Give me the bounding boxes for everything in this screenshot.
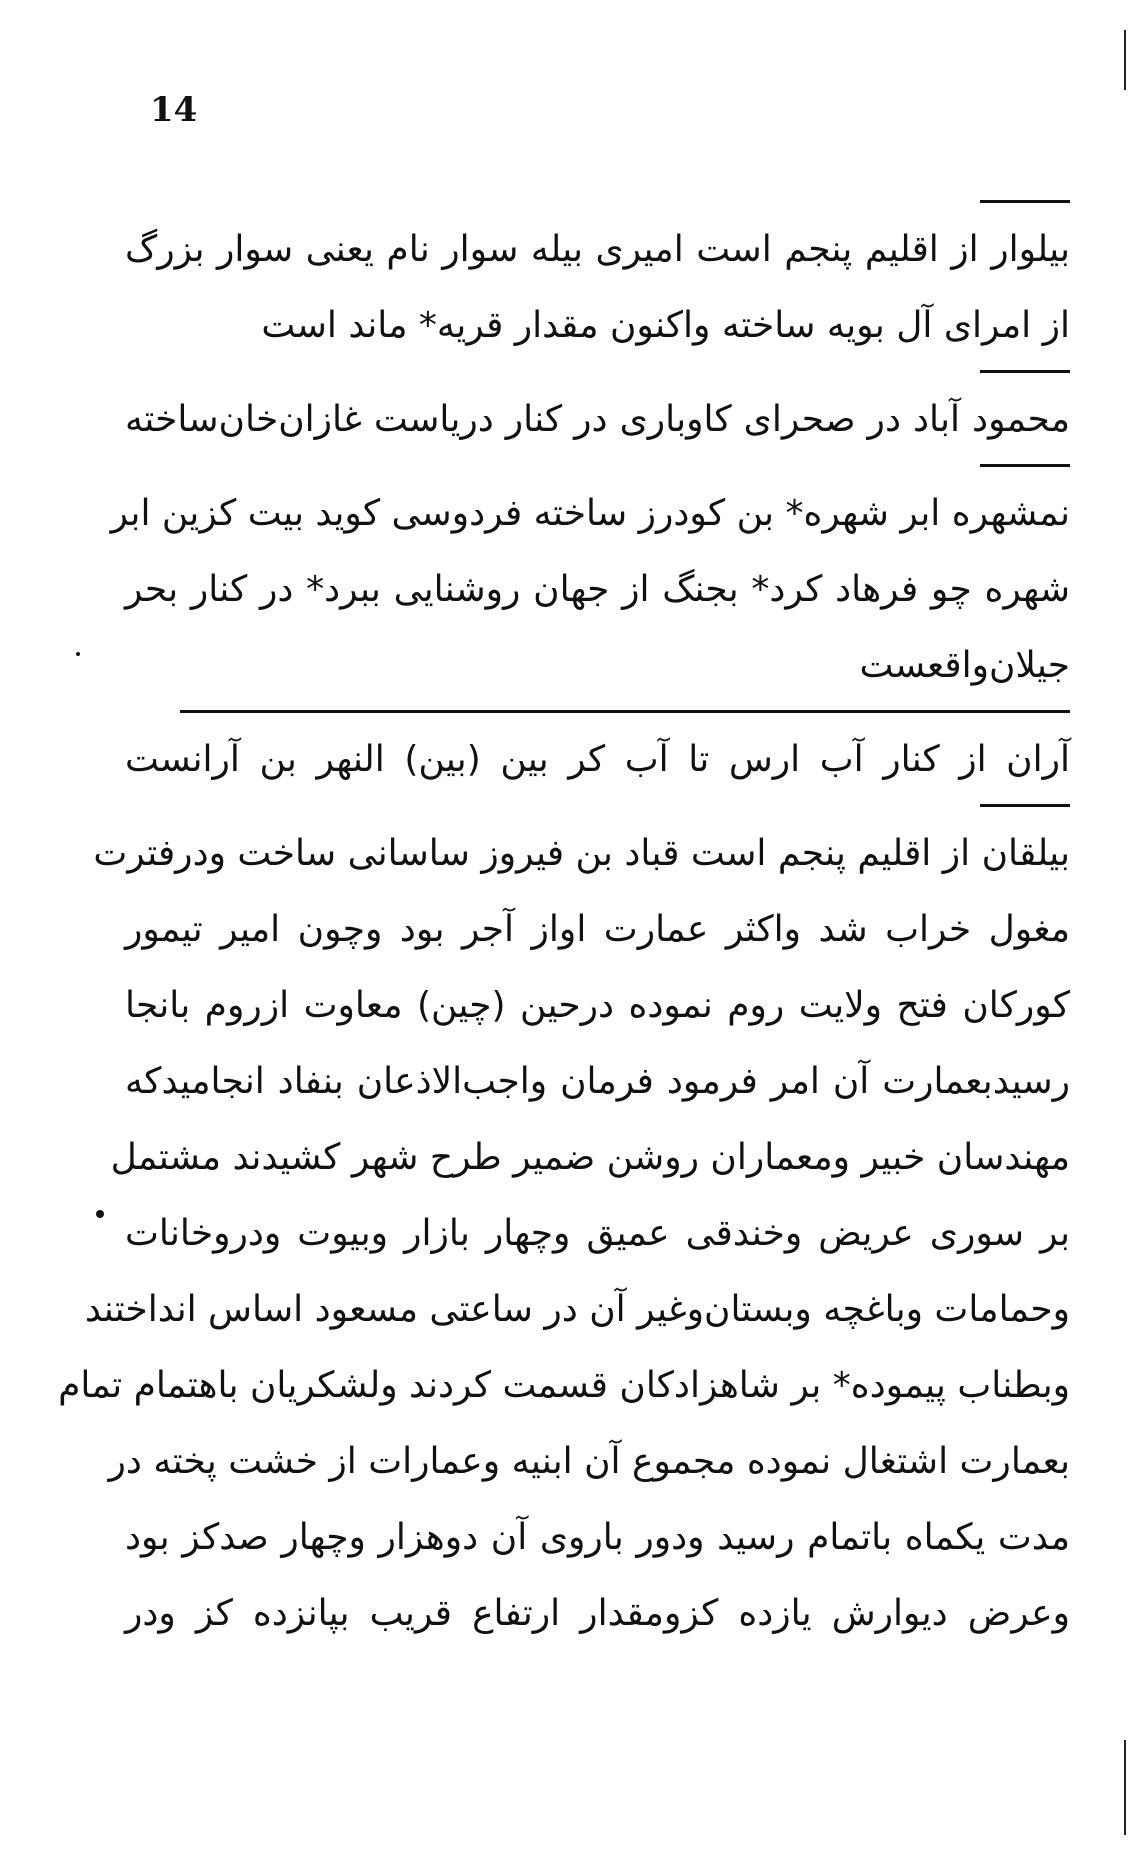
entry-rule [980, 804, 1070, 807]
entry-bilvar [125, 200, 1070, 364]
text-line: رسیدبعمارت آن امر فرمود فرمان واجب‌الاذعان بنفاد انجامیدکه [125, 1061, 1070, 1102]
entry-bilqan [58, 804, 1070, 1652]
text-line: مدت یکماه باتمام رسید ودور باروی آن دوهزار وچهار صدکز بود [125, 1517, 1070, 1558]
text-line: از امرای آل بویه ساخته واکنون مقدار قریه* ماند است [261, 305, 1070, 346]
text-body [58, 200, 1070, 1658]
text-line: وعرض دیوارش یازده کزومقدار ارتفاع قریب بپانزده کز ودر [125, 1593, 1070, 1634]
text-line: بیلقان از اقلیم پنجم است قباد بن فیروز ساسانی ساخت ودرفترت [93, 833, 1070, 874]
text-line: شهره چو فرهاد کرد* بجنگ از جهان روشنایی ببرد* در کنار بحر [125, 569, 1070, 610]
entry-aran [125, 710, 1070, 798]
ink-speck [96, 1210, 104, 1218]
text-line: آران از کنار آب ارس تا آب کر بین (بین) النهر بن آرانست [125, 739, 1070, 780]
text-line: بعمارت اشتغال نموده مجموع آن ابنیه وعمارات از خشت پخته در [108, 1441, 1070, 1482]
text-line: وبطناب پیموده* بر شاهزادکان قسمت کردند ولشکریان باهتمام تمام [58, 1365, 1070, 1406]
entry-rule [180, 710, 1070, 713]
text-line: جیلان‌و‌اقعست [859, 645, 1070, 686]
entry-namshahreh [110, 464, 1070, 704]
text-line: بر سوری عریض وخندقی عمیق وچهار بازار وبیوت ودروخانات [125, 1213, 1070, 1254]
entry-rule [980, 370, 1070, 373]
scan-margin-line [1124, 1740, 1126, 1835]
text-line: وحمامات وباغچه وبستان‌وغیر آن در ساعتی مسعود اساس انداختند [84, 1289, 1070, 1330]
text-line: مهندسان خبیر ومعماران روشن ضمیر طرح شهر کشیدند مشتمل [110, 1137, 1070, 1178]
page-number: 14 [150, 90, 198, 130]
text-line: محمود آباد در صحرای کاوباری در کنار دریاست غازان‌خان‌ساخته [125, 399, 1070, 440]
scan-margin-line [1124, 30, 1126, 90]
text-line: مغول خراب شد واکثر عمارت اواز آجر بود وچون امیر تیمور [125, 909, 1070, 950]
text-line: نمشهره ابر شهره* بن کودرز ساخته فردوسی کوید بیت کزین ابر [110, 493, 1070, 534]
ink-speck [76, 652, 80, 656]
text-line: کورکان فتح ولایت روم نموده درحین (چین) معاوت ازروم بانجا [125, 985, 1070, 1026]
entry-rule [980, 200, 1070, 203]
entry-rule [980, 464, 1070, 467]
text-line: بیلوار از اقلیم پنجم است امیری بیله سوار نام یعنی سوار بزرگ [125, 229, 1070, 270]
entry-mahmudabad [125, 370, 1070, 458]
